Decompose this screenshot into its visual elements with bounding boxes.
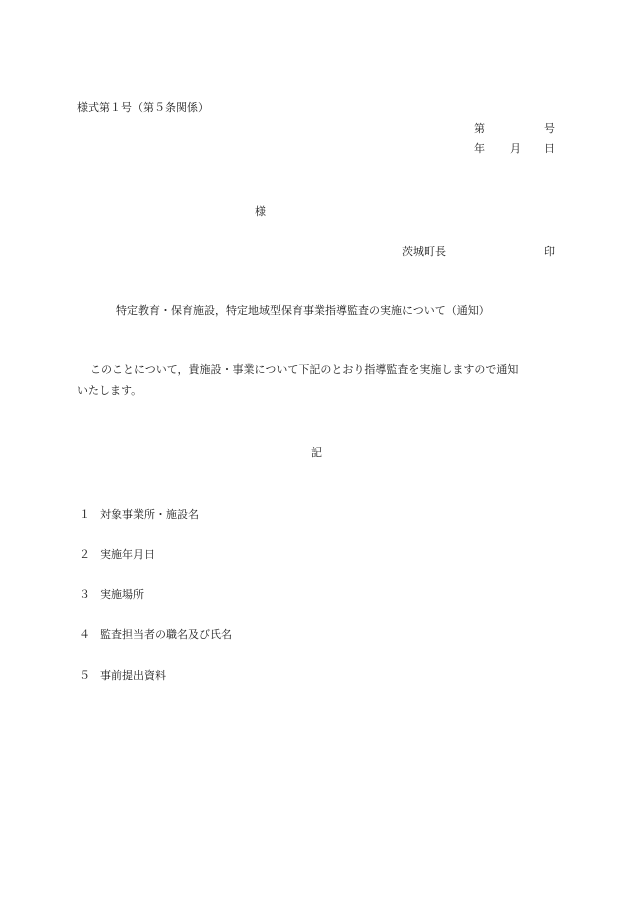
form-number: 様式第１号（第５条関係）: [77, 101, 209, 114]
seal-mark: 印: [544, 245, 555, 258]
sender-title: 茨城町長: [402, 245, 446, 258]
item-label: 事前提出資料: [100, 669, 166, 682]
document-number-suffix: 号: [544, 122, 555, 135]
list-item: [79, 508, 199, 522]
item-number: ２: [79, 548, 90, 561]
list-item: [79, 669, 166, 683]
list-item: [79, 628, 232, 642]
item-number: ５: [79, 669, 90, 682]
item-label: 監査担当者の職名及び氏名: [100, 628, 232, 641]
list-item: [79, 548, 155, 562]
item-label: 実施年月日: [100, 548, 155, 561]
item-number: ３: [79, 588, 90, 601]
document-title: 特定教育・保育施設，特定地域型保育事業指導監査の実施について（通知）: [116, 304, 490, 317]
item-number: １: [79, 508, 90, 521]
date-day-label: 日: [544, 142, 555, 155]
ki-heading: 記: [311, 446, 322, 459]
document-number-prefix: 第: [474, 122, 485, 135]
body-text-line-2: いたします。: [77, 384, 143, 397]
body-text-line-1: このことについて，貴施設・事業について下記のとおり指導監査を実施しますので通知: [90, 363, 519, 376]
recipient-honorific: 様: [255, 205, 266, 218]
date-month-label: 月: [510, 142, 521, 155]
list-item: [79, 588, 144, 602]
item-label: 実施場所: [100, 588, 144, 601]
item-number: ４: [79, 628, 90, 641]
date-year-label: 年: [474, 142, 485, 155]
item-label: 対象事業所・施設名: [100, 508, 199, 521]
